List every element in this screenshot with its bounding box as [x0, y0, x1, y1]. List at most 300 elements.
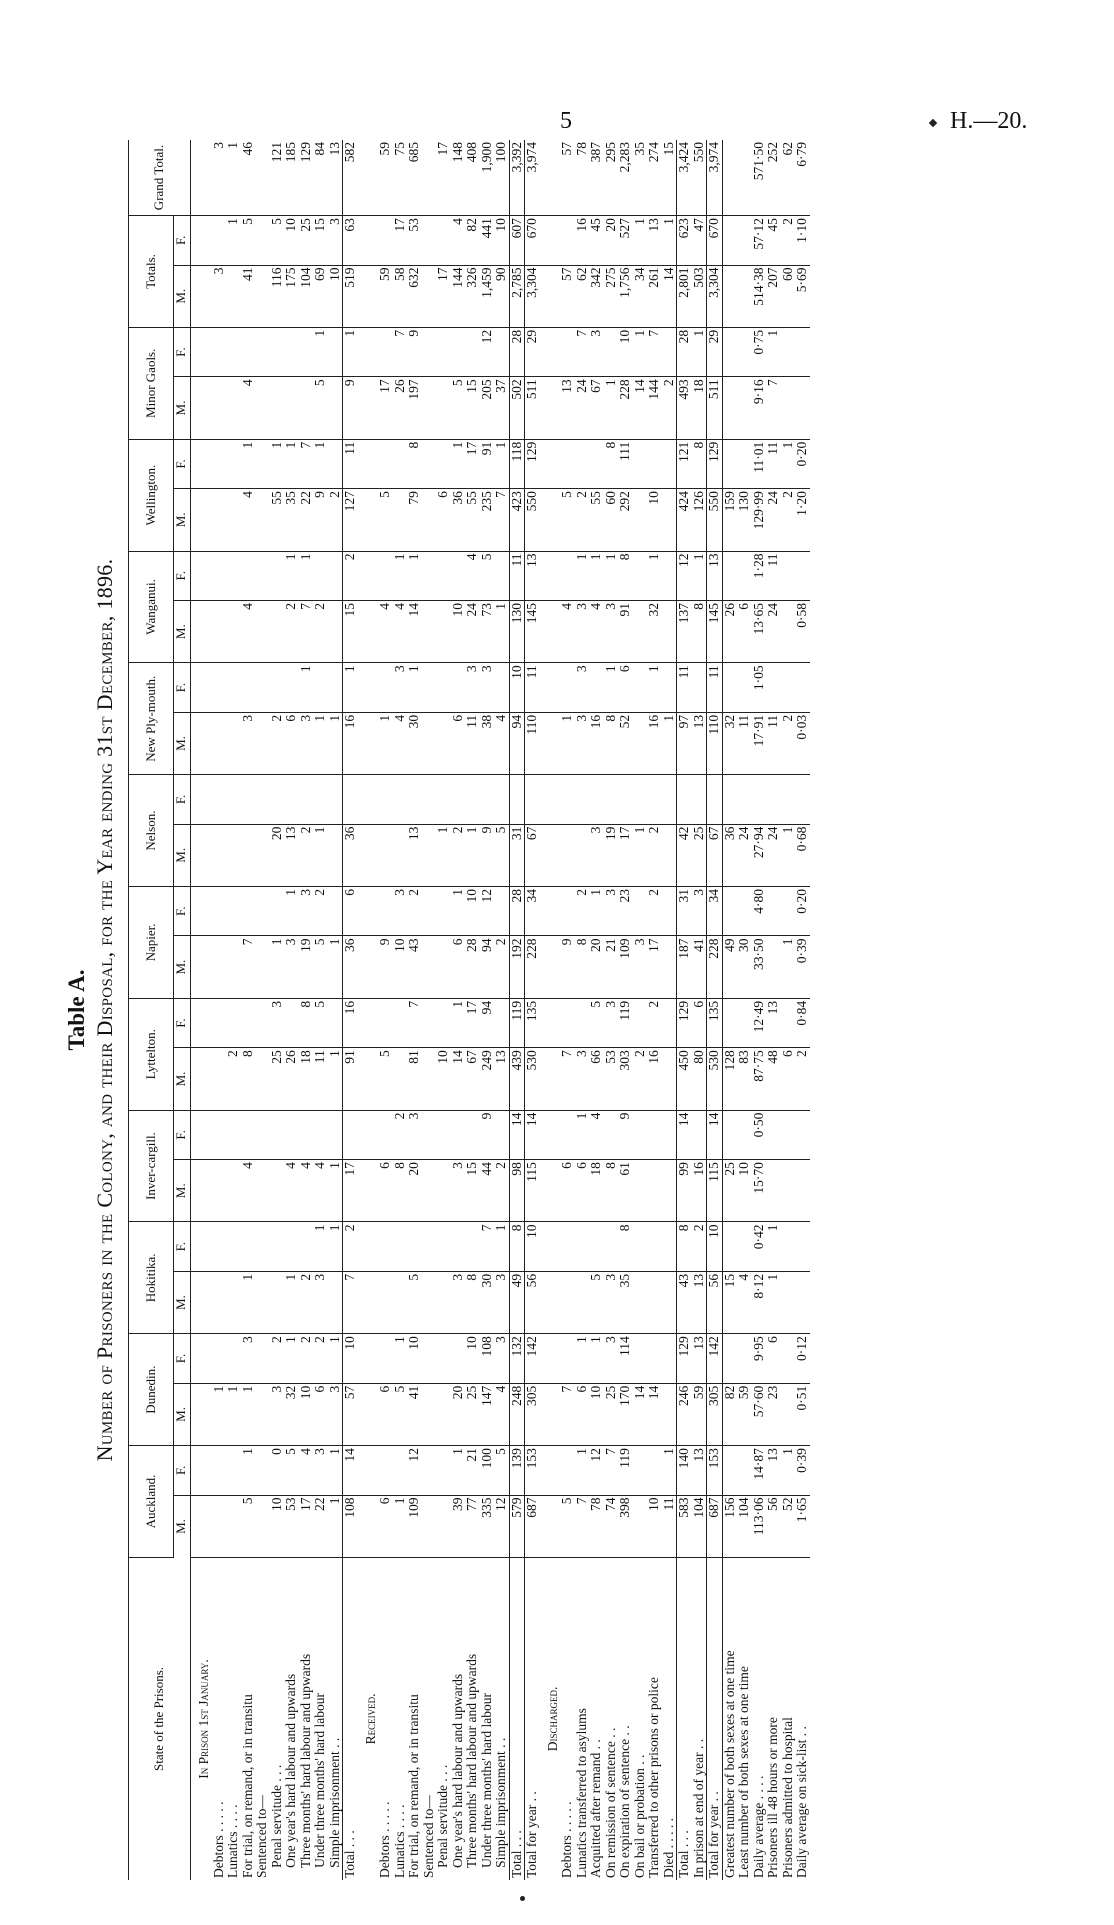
table-cell: [560, 327, 575, 376]
row-label: Under three months' hard labour: [478, 1692, 494, 1878]
table-cell: 14: [633, 377, 648, 439]
table-cell: 493: [677, 377, 692, 439]
table-cell: [422, 327, 437, 376]
table-cell: [212, 1271, 227, 1333]
table-cell: 26: [722, 601, 737, 663]
table-cell: 110: [525, 712, 540, 774]
table-cell: [692, 663, 707, 712]
table-cell: 3: [451, 1271, 466, 1333]
table-cell: [212, 1495, 227, 1557]
table-cell: 519: [343, 265, 358, 327]
table-cell: [540, 887, 561, 936]
table-cell: 6: [575, 1383, 590, 1445]
table-cell: 583: [677, 1495, 692, 1557]
table-cell: 550: [707, 489, 723, 551]
table-cell: 10: [284, 216, 299, 265]
table-cell: 7: [494, 489, 509, 551]
table-cell: 228: [707, 936, 723, 998]
table-cell: [692, 775, 707, 824]
table-cell: [378, 663, 393, 712]
table-cell: 20: [604, 216, 619, 265]
table-cell: 10: [436, 1048, 451, 1110]
table-cell: [255, 1048, 270, 1110]
table-cell: 687: [707, 1495, 723, 1557]
table-cell: 13: [692, 1334, 707, 1383]
table-cell: [633, 439, 648, 488]
table-cell: 57·12: [752, 216, 767, 265]
table-cell: [393, 1222, 408, 1271]
table-cell: 43: [407, 936, 422, 998]
table-cell: [191, 998, 212, 1047]
table-cell: [662, 1271, 677, 1333]
table-cell: 13: [647, 216, 662, 265]
table-cell: 1: [575, 1110, 590, 1159]
table-cell: [393, 775, 408, 824]
table-cell: [212, 1160, 227, 1222]
table-cell: 10: [647, 1495, 662, 1557]
table-cell: 16: [575, 216, 590, 265]
table-cell: [795, 1160, 810, 1222]
table-cell: [604, 1110, 619, 1159]
table-cell: [436, 1222, 451, 1271]
table-cell: 4: [299, 1446, 314, 1495]
table-cell: [378, 439, 393, 488]
table-cell: 35: [284, 489, 299, 551]
table-cell: [575, 775, 590, 824]
table-cell: 3: [604, 1271, 619, 1333]
table-cell: 3: [465, 663, 480, 712]
table-cell: 9·16: [752, 377, 767, 439]
table-cell: [575, 439, 590, 488]
table-cell: [795, 551, 810, 600]
row-label: Debtors . . . . .: [377, 1801, 392, 1878]
row-label: Lunatics transferred to asylums: [573, 1708, 589, 1878]
table-row: [677, 140, 692, 1880]
table-cell: [737, 663, 752, 712]
table-cell: [212, 998, 227, 1047]
table-cell: 127: [343, 489, 358, 551]
table-cell: 17: [465, 998, 480, 1047]
table-cell: 82: [722, 1383, 737, 1445]
table-cell: [241, 327, 256, 376]
table-cell: 67: [525, 824, 540, 886]
table-cell: 1: [604, 663, 619, 712]
table-cell: 2: [575, 887, 590, 936]
table-cell: [560, 1334, 575, 1383]
table-cell: [422, 216, 437, 265]
table-cell: 3: [604, 887, 619, 936]
table-cell: [255, 663, 270, 712]
table-cell: [451, 1222, 466, 1271]
table-cell: [795, 1271, 810, 1333]
table-cell: [451, 1334, 466, 1383]
table-cell: [422, 439, 437, 488]
rotated-table-block: [64, 140, 1094, 1880]
table-cell: 78: [575, 140, 590, 216]
table-cell: 14: [343, 1446, 358, 1495]
table-cell: 15: [343, 601, 358, 663]
table-cell: 82: [465, 216, 480, 265]
table-cell: 116: [270, 265, 285, 327]
table-cell: [191, 887, 212, 936]
table-cell: [422, 551, 437, 600]
table-cell: [633, 1334, 648, 1383]
table-cell: 4: [299, 1160, 314, 1222]
table-cell: 3,974: [707, 140, 723, 216]
table-cell: 91: [618, 601, 633, 663]
table-cell: 1: [393, 551, 408, 600]
table-cell: [378, 216, 393, 265]
table-cell: 59: [692, 1383, 707, 1445]
row-label: Sentenced to—: [420, 1795, 436, 1878]
table-cell: [270, 1222, 285, 1271]
table-cell: 1: [647, 663, 662, 712]
table-cell: 67: [465, 1048, 480, 1110]
row-label: Debtors . . . . .: [210, 1801, 226, 1878]
table-cell: [358, 327, 379, 376]
table-cell: [560, 1271, 575, 1333]
table-cell: [647, 1160, 662, 1222]
table-cell: 185: [284, 140, 299, 216]
table-cell: 197: [407, 377, 422, 439]
table-cell: 424: [677, 489, 692, 551]
table-cell: [662, 1048, 677, 1110]
table-cell: [212, 551, 227, 600]
table-cell: 7: [299, 601, 314, 663]
table-cell: [212, 712, 227, 774]
table-cell: 2: [313, 601, 328, 663]
table-row: [212, 140, 227, 1880]
table-cell: [422, 1383, 437, 1445]
table-cell: 8: [407, 439, 422, 488]
table-cell: [436, 887, 451, 936]
table-cell: [722, 216, 737, 265]
table-cell: 5: [241, 1495, 256, 1557]
table-cell: 44: [480, 1160, 495, 1222]
table-cell: [212, 1222, 227, 1271]
table-cell: 342: [589, 265, 604, 327]
table-cell: [358, 1271, 379, 1333]
table-cell: 3: [633, 936, 648, 998]
table-cell: 527: [618, 216, 633, 265]
table-cell: 113·06: [752, 1495, 767, 1557]
table-cell: 91: [480, 439, 495, 488]
table-cell: 11: [509, 551, 525, 600]
table-cell: 62: [781, 140, 796, 216]
table-cell: 8·12: [752, 1271, 767, 1333]
table-cell: 14: [525, 1110, 540, 1159]
table-cell: 2: [494, 1160, 509, 1222]
table-cell: 10: [465, 1334, 480, 1383]
table-cell: 1: [299, 551, 314, 600]
table-cell: 0·39: [795, 936, 810, 998]
table-cell: 17: [343, 1160, 358, 1222]
table-cell: 121: [677, 439, 692, 488]
table-cell: 2: [299, 824, 314, 886]
table-cell: 1: [407, 551, 422, 600]
table-cell: 6: [618, 663, 633, 712]
male-subheader: M.: [174, 265, 191, 327]
table-cell: 129: [707, 439, 723, 488]
table-cell: 43: [677, 1271, 692, 1333]
table-cell: 303: [618, 1048, 633, 1110]
table-cell: [662, 439, 677, 488]
table-cell: 1: [284, 887, 299, 936]
table-cell: 1: [328, 1222, 343, 1271]
table-cell: 17: [618, 824, 633, 886]
table-cell: [722, 265, 737, 327]
table-cell: [191, 712, 212, 774]
table-cell: [451, 327, 466, 376]
row-label: Debtors . . . . .: [559, 1801, 574, 1878]
table-cell: [358, 1383, 379, 1445]
row-label: Acquitted after remand . .: [588, 1739, 603, 1878]
table-cell: 49: [722, 936, 737, 998]
row-label: One year's hard labour and upwards: [449, 1673, 465, 1878]
table-cell: [270, 1271, 285, 1333]
table-cell: 1·10: [795, 216, 810, 265]
table-cell: 2: [270, 1334, 285, 1383]
table-cell: [540, 1271, 561, 1333]
table-cell: 1: [407, 663, 422, 712]
table-cell: [241, 663, 256, 712]
table-row: [407, 140, 422, 1880]
table-cell: 2: [575, 489, 590, 551]
table-cell: 0: [270, 1446, 285, 1495]
table-cell: 335: [480, 1495, 495, 1557]
table-cell: [737, 1334, 752, 1383]
table-cell: [378, 1110, 393, 1159]
table-cell: [436, 439, 451, 488]
table-cell: 32: [284, 1383, 299, 1445]
table-cell: [422, 775, 437, 824]
table-cell: 4: [393, 601, 408, 663]
table-cell: 14: [633, 1383, 648, 1445]
table-cell: 94: [480, 998, 495, 1047]
table-cell: 147: [480, 1383, 495, 1445]
table-cell: [781, 775, 796, 824]
table-cell: 1,900: [480, 140, 495, 216]
table-cell: [422, 998, 437, 1047]
table-cell: [451, 1110, 466, 1159]
table-cell: 21: [465, 1446, 480, 1495]
table-cell: 16: [343, 998, 358, 1047]
table-cell: 1: [662, 216, 677, 265]
table-cell: 108: [480, 1334, 495, 1383]
table-cell: [589, 439, 604, 488]
table-cell: 8: [604, 1160, 619, 1222]
table-cell: [737, 377, 752, 439]
page-number: 5: [560, 108, 572, 134]
table-cell: 81: [407, 1048, 422, 1110]
table-cell: [662, 663, 677, 712]
table-cell: 7: [393, 327, 408, 376]
table-cell: [540, 140, 561, 216]
table-cell: 7: [604, 1446, 619, 1495]
table-cell: 1: [284, 1334, 299, 1383]
table-cell: 2: [647, 824, 662, 886]
table-cell: [781, 377, 796, 439]
table-cell: 6: [378, 1160, 393, 1222]
table-cell: 26: [393, 377, 408, 439]
table-cell: [226, 1160, 241, 1222]
table-cell: [191, 140, 212, 216]
table-cell: 56: [707, 1271, 723, 1333]
table-cell: 2: [393, 1110, 408, 1159]
table-cell: 3,304: [707, 265, 723, 327]
table-cell: [378, 1271, 393, 1333]
table-cell: 3: [407, 1110, 422, 1159]
table-cell: 1,459: [480, 265, 495, 327]
table-cell: 2: [299, 1271, 314, 1333]
table-cell: 1: [313, 712, 328, 774]
column-header: Inver-cargill.: [129, 1110, 174, 1222]
row-label: For trial, on remand, or in transitu: [239, 1694, 255, 1878]
table-cell: 0·42: [752, 1222, 767, 1271]
table-cell: 14: [707, 1110, 723, 1159]
table-cell: 9: [407, 327, 422, 376]
table-cell: 15: [465, 1160, 480, 1222]
table-cell: 74: [604, 1495, 619, 1557]
table-cell: [451, 551, 466, 600]
table-cell: 9: [343, 377, 358, 439]
table-cell: 3: [692, 887, 707, 936]
diamond-marker-icon: [929, 119, 937, 127]
table-cell: [358, 712, 379, 774]
table-cell: [766, 775, 781, 824]
table-cell: 1: [766, 327, 781, 376]
table-cell: [191, 489, 212, 551]
table-cell: [436, 216, 451, 265]
table-cell: [737, 265, 752, 327]
table-cell: [191, 1110, 212, 1159]
table-cell: 261: [647, 265, 662, 327]
table-cell: 16: [589, 712, 604, 774]
table-cell: [255, 327, 270, 376]
table-cell: 75: [393, 140, 408, 216]
table-cell: 7: [560, 1383, 575, 1445]
table-cell: 3: [241, 1334, 256, 1383]
table-cell: 16: [647, 712, 662, 774]
table-cell: [378, 775, 393, 824]
table-cell: 60: [781, 265, 796, 327]
table-cell: [255, 1383, 270, 1445]
table-cell: 73: [480, 601, 495, 663]
table-subtitle: Number of Prisoners in the Colony, and their Disposal, for the Year ending 31st December, 1896.: [92, 558, 117, 1462]
table-cell: [766, 936, 781, 998]
table-cell: 205: [480, 377, 495, 439]
table-cell: 57: [560, 265, 575, 327]
table-cell: [575, 1271, 590, 1333]
table-cell: [226, 1222, 241, 1271]
table-cell: 145: [525, 601, 540, 663]
table-cell: 84: [313, 140, 328, 216]
table-cell: 1: [662, 712, 677, 774]
table-cell: 32: [647, 601, 662, 663]
table-cell: 2: [313, 887, 328, 936]
table-cell: [540, 824, 561, 886]
female-subheader: F.: [174, 1110, 191, 1159]
table-cell: 4: [451, 216, 466, 265]
table-cell: 1·20: [795, 489, 810, 551]
table-cell: 4: [589, 601, 604, 663]
table-cell: [509, 775, 525, 824]
table-cell: 26: [284, 1048, 299, 1110]
table-cell: [255, 1160, 270, 1222]
table-cell: 53: [407, 216, 422, 265]
table-cell: 3: [313, 1446, 328, 1495]
table-cell: 17: [436, 140, 451, 216]
table-cell: [618, 775, 633, 824]
table-cell: [270, 663, 285, 712]
table-cell: 4: [241, 377, 256, 439]
table-cell: 248: [509, 1383, 525, 1445]
table-cell: [191, 551, 212, 600]
table-cell: 0·84: [795, 998, 810, 1047]
table-cell: [299, 377, 314, 439]
table-cell: 450: [677, 1048, 692, 1110]
table-cell: 97: [677, 712, 692, 774]
table-title: Table A.: [64, 969, 89, 1051]
table-cell: [540, 439, 561, 488]
table-cell: 3: [604, 1334, 619, 1383]
table-cell: [647, 1222, 662, 1271]
table-cell: 98: [509, 1160, 525, 1222]
table-cell: 69: [313, 265, 328, 327]
table-cell: 25: [299, 216, 314, 265]
table-cell: 32: [722, 712, 737, 774]
table-cell: 109: [618, 936, 633, 998]
male-subheader: M.: [174, 489, 191, 551]
table-cell: 579: [509, 1495, 525, 1557]
table-cell: [494, 887, 509, 936]
table-cell: [226, 551, 241, 600]
table-cell: 14·87: [752, 1446, 767, 1495]
table-cell: [781, 1271, 796, 1333]
table-cell: 252: [766, 140, 781, 216]
table-cell: [575, 998, 590, 1047]
table-cell: 687: [525, 1495, 540, 1557]
table-cell: [299, 1110, 314, 1159]
table-cell: 6: [436, 489, 451, 551]
female-subheader: F.: [174, 1446, 191, 1495]
table-cell: 9: [313, 489, 328, 551]
table-cell: [662, 1334, 677, 1383]
table-cell: 9: [560, 936, 575, 998]
table-cell: [393, 824, 408, 886]
table-cell: 3: [575, 663, 590, 712]
table-cell: 2: [226, 1048, 241, 1110]
table-cell: [255, 1446, 270, 1495]
table-cell: 13: [494, 1048, 509, 1110]
table-cell: 5: [313, 377, 328, 439]
table-cell: 3: [328, 1383, 343, 1445]
table-cell: 1: [575, 1334, 590, 1383]
row-label: Total . . .: [677, 1557, 692, 1880]
table-cell: 2: [781, 712, 796, 774]
table-cell: 3: [575, 1048, 590, 1110]
table-cell: [212, 663, 227, 712]
table-cell: 1: [560, 712, 575, 774]
table-cell: 0·50: [752, 1110, 767, 1159]
table-cell: 3: [270, 998, 285, 1047]
table-cell: [737, 551, 752, 600]
table-cell: [328, 887, 343, 936]
table-cell: 2: [662, 377, 677, 439]
table-cell: 4: [494, 1383, 509, 1445]
table-cell: 13: [284, 824, 299, 886]
table-cell: [540, 1222, 561, 1271]
